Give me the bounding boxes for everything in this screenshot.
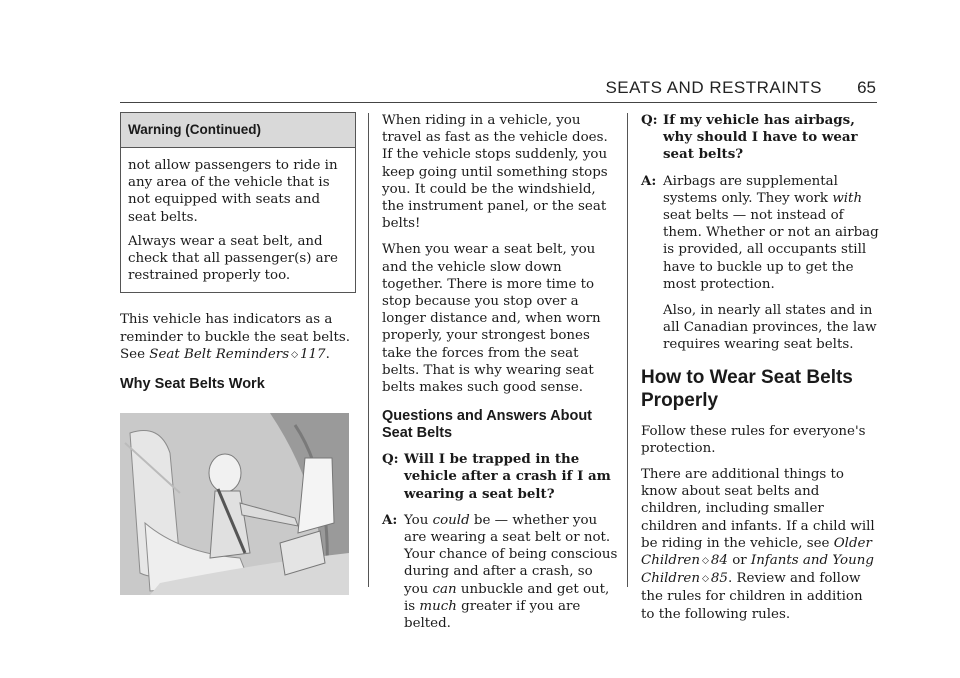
infants-young-children-link[interactable]: Infants and Young Children <box>641 553 874 587</box>
answer-emphasis: could <box>432 512 470 528</box>
answer-text-part: You <box>404 512 433 528</box>
answer-text-part: be — whether you are wearing a seat belt or not. Your chance of being conscious during and after a crash, so you <box>404 512 618 597</box>
warning-title: Warning (Continued) <box>121 113 355 148</box>
seat-belt-reminders-link[interactable]: Seat Belt Reminders <box>149 346 290 362</box>
warning-box <box>120 112 356 293</box>
answer-emphasis: with <box>832 190 863 206</box>
column-divider-2 <box>627 113 628 587</box>
body-paragraph: When riding in a vehicle, you travel as fast as the vehicle does. If the vehicle stops suddenly, you keep going until something stops you. It could be the windshield, the instrument panel, or the seat belts! <box>382 113 608 232</box>
answer-emphasis: can <box>432 581 457 597</box>
question-1 <box>382 451 618 503</box>
header-rule <box>120 102 877 103</box>
paragraph-text: There are additional things to know about seat belts and children, including smaller children and infants. If a child will be riding in the vehicle, see <box>641 467 875 551</box>
answer-text-part: Airbags are supplemental systems only. They work <box>663 173 838 206</box>
page-reference-icon: ◇ <box>701 574 709 585</box>
column-right <box>641 112 879 632</box>
paragraph-text: . Review and follow the rules for children in addition to the following rules. <box>641 571 863 622</box>
how-to-wear-heading: How to Wear Seat Belts Properly <box>641 366 853 411</box>
seat-belt-occupant-illustration <box>120 413 349 595</box>
answer-text-part: seat belts — not instead of them. Whether or not an airbag is provided, all occupants still have to buckle up to get the most protection. <box>663 208 879 292</box>
answer-label: A: <box>641 172 657 189</box>
children-paragraph <box>641 466 879 623</box>
answer-1 <box>382 512 618 632</box>
answer-text <box>404 512 618 632</box>
question-2 <box>641 112 879 164</box>
indicators-text: This vehicle has indicators as a reminder to buckle the seat belts. See <box>120 312 350 362</box>
why-seat-belts-heading: Why Seat Belts Work <box>120 376 265 393</box>
page-reference-icon: ◇ <box>701 556 709 567</box>
answer-emphasis: much <box>419 598 457 614</box>
paragraph-text: or <box>727 553 751 569</box>
section-title: SEATS AND RESTRAINTS <box>605 78 822 97</box>
warning-paragraph: Always wear a seat belt, and check that all passenger(s) are restrained properly too. <box>128 233 338 284</box>
answer-text <box>663 173 879 293</box>
answer-2 <box>641 173 879 293</box>
answer-text-part: unbuckle and get out, is <box>404 581 610 614</box>
question-label: Q: <box>382 451 399 468</box>
page-reference-icon: ◇ <box>291 349 299 360</box>
question-text: Will I be trapped in the vehicle after a crash if I am wearing a seat belt? <box>404 451 611 502</box>
column-middle <box>382 112 618 641</box>
page-reference[interactable]: 85 <box>710 571 728 587</box>
answer-text-part: greater if you are belted. <box>404 598 581 632</box>
question-text: If my vehicle has airbags, why should I have to wear seat belts? <box>663 112 858 163</box>
body-paragraph: When you wear a seat belt, you and the vehicle slow down together. There is more time to stop because you stop over a longer distance and, when worn properly, your strongest bones take the forces from the seat belts. That is why wearing seat belts makes such good sense. <box>382 242 601 396</box>
answer-label: A: <box>382 511 398 528</box>
page-number: 65 <box>857 78 876 97</box>
column-left <box>120 112 356 595</box>
answer-follow-paragraph: Also, in nearly all states and in all Canadian provinces, the law requires wearing seat belts. <box>663 303 877 353</box>
warning-body <box>121 148 355 292</box>
body-paragraph: Follow these rules for everyone's protection. <box>641 423 866 456</box>
page-reference[interactable]: 117 <box>300 346 326 362</box>
warning-paragraph: not allow passengers to ride in any area of the vehicle that is not equipped with seats and seat belts. <box>128 158 338 225</box>
indicators-paragraph: This vehicle has indicators as a reminder to buckle the seat belts. See Seat Belt Reminders ◇ 117. <box>120 312 350 362</box>
column-divider-1 <box>368 113 369 587</box>
older-children-link[interactable]: Older Children <box>641 535 872 569</box>
page-reference[interactable]: 84 <box>710 553 728 569</box>
qa-heading: Questions and Answers About Seat Belts <box>382 408 593 442</box>
question-label: Q: <box>641 112 658 128</box>
